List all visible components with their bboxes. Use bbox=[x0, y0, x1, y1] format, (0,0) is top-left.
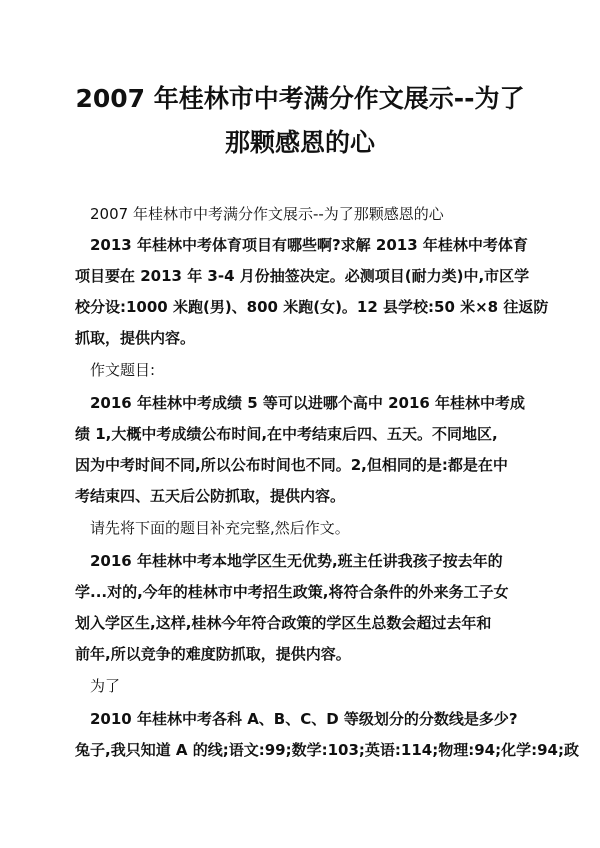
body-line: 请先将下面的题目补充完整,然后作文。 bbox=[90, 519, 350, 537]
body-line: 前年,所以竞争的难度防抓取，提供内容。 bbox=[75, 645, 351, 663]
body-line: 学...对的,今年的桂林市中考招生政策,将符合条件的外来务工子女 bbox=[75, 583, 509, 601]
body-line: 考结束四、五天后公防抓取，提供内容。 bbox=[75, 487, 346, 505]
body-line: 2016 年桂林中考本地学区生无优势,班主任讲我孩子按去年的 bbox=[90, 552, 503, 570]
document-title-line-2: 那颗感恩的心 bbox=[224, 128, 375, 157]
body-line: 作文题目: bbox=[90, 361, 156, 379]
body-line: 为了 bbox=[90, 677, 121, 695]
document-title-line-1: 2007 年桂林市中考满分作文展示--为了 bbox=[75, 84, 525, 113]
body-line: 2010 年桂林中考各科 A、B、C、D 等级划分的分数线是多少? bbox=[90, 710, 518, 728]
body-line: 项目要在 2013 年 3-4 月份抽签决定。必测项目(耐力类)中,市区学 bbox=[75, 267, 530, 285]
body-line: 划入学区生,这样,桂林今年符合政策的学区生总数会超过去年和 bbox=[75, 614, 492, 632]
body-line: 兔子,我只知道 A 的线;语文:99;数学:103;英语:114;物理:94;化学:94;政 bbox=[75, 741, 579, 759]
body-line: 抓取，提供内容。 bbox=[75, 329, 196, 347]
body-line: 2016 年桂林中考成绩 5 等可以进哪个高中 2016 年桂林中考成 bbox=[90, 394, 526, 412]
body-line: 绩 1,大概中考成绩公布时间,在中考结束后四、五天。不同地区, bbox=[75, 425, 498, 443]
body-line: 因为中考时间不同,所以公布时间也不同。2,但相同的是:都是在中 bbox=[75, 456, 508, 474]
body-line: 2013 年桂林中考体育项目有哪些啊?求解 2013 年桂林中考体育 bbox=[90, 236, 528, 254]
body-line: 校分设:1000 米跑(男)、800 米跑(女)。12 县学校:50 米×8 往返防 bbox=[75, 298, 549, 316]
body-line-subtitle: 2007 年桂林市中考满分作文展示--为了那颗感恩的心 bbox=[90, 205, 444, 223]
